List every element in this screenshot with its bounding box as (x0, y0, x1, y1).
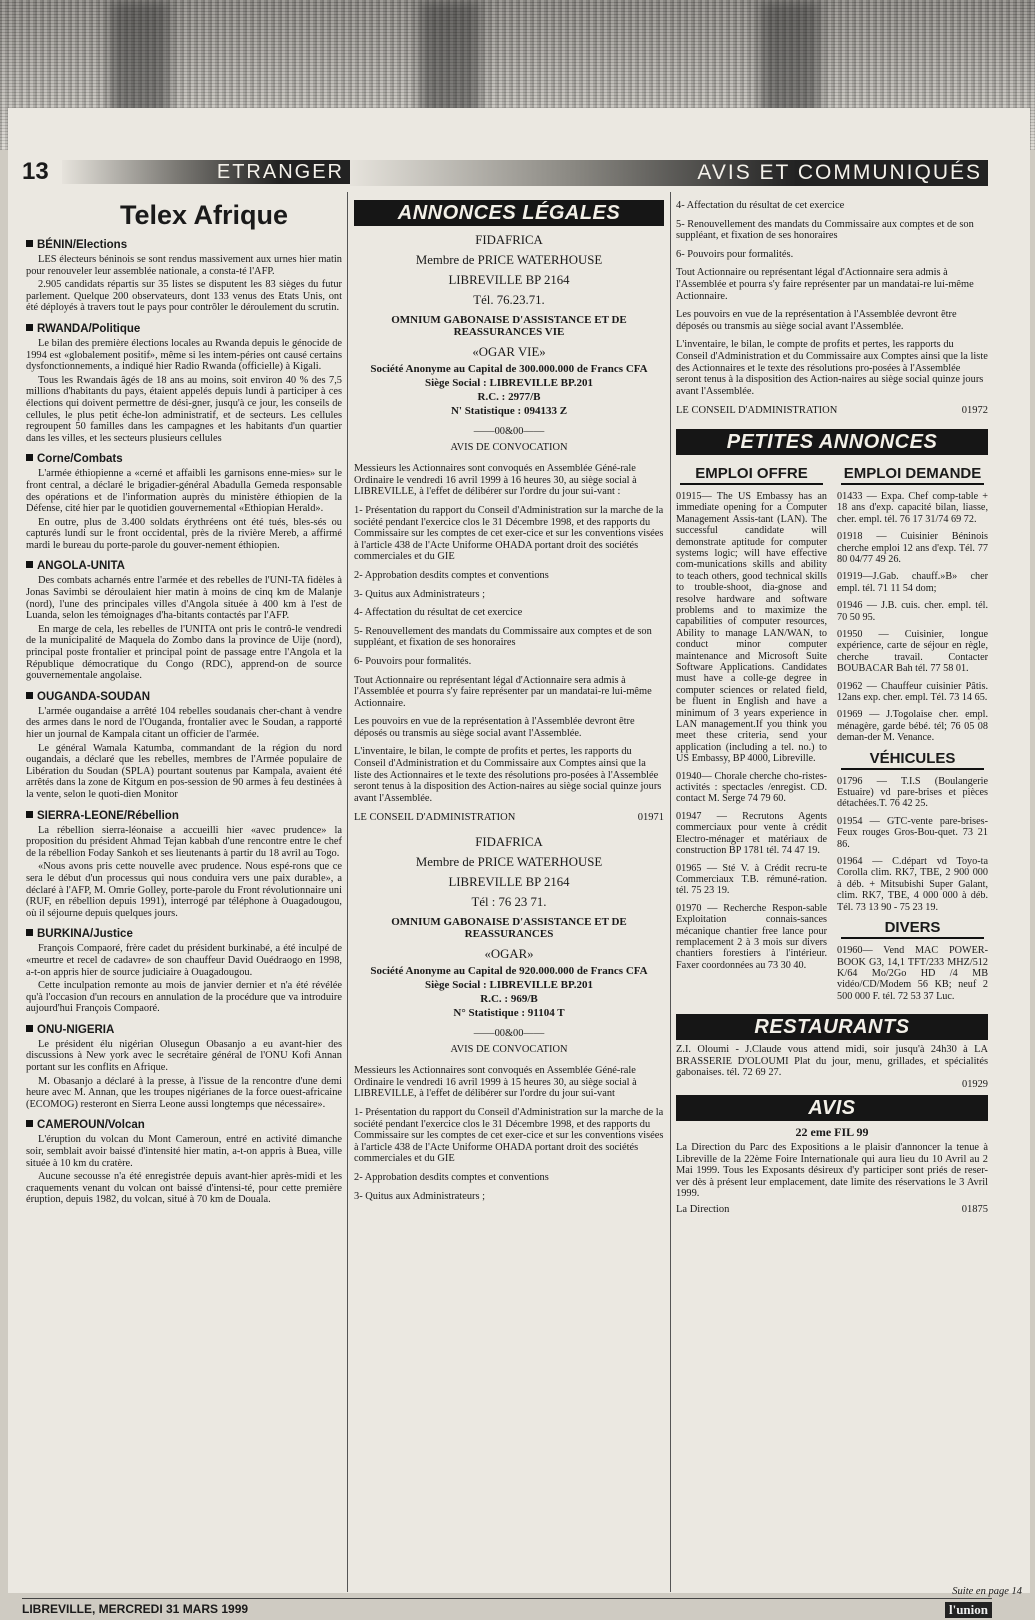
notice-company: OMNIUM GABONAISE D'ASSISTANCE ET DE REASSURANCES (391, 916, 627, 941)
notice-agenda-item: L'inventaire, le bilan, le compte de profits et pertes, les rapports du Conseil d'Administration et du Commissaire aux Comptes ainsi que la liste des Actionnaires et le texte des résolutions pro-posées à l'Assemblée seront tenus à la disposition des Action-naires au siège social quinze jours avant l'Assemblée. (354, 746, 662, 804)
notice-agenda-item: 2- Approbation desdits comptes et conventions (354, 569, 549, 581)
story-paragraph: «Nous avons pris cette nouvelle avec prudence. Nous espé-rons que ce sera le début d'un processus qui nous conduira vers une paix durable», a déclaré à l'AFP, M. Omrie Golley, porte-parole du Front révolutionnaire uni (RUF, en rébellion depuis 1991), interrogé par téléphone à Ouagadougou, où il séjourne depuis quelques jours. (26, 861, 342, 919)
footer-date: LIBREVILLE, MERCREDI 31 MARS 1999 (22, 1602, 249, 1616)
newspaper-logo: l'union (945, 1602, 992, 1618)
story-heading: CAMEROUN/Volcan (26, 1118, 342, 1132)
notice-agenda-item: 4- Affectation du résultat de cet exercice (354, 607, 523, 619)
section-title-left: ETRANGER (216, 161, 344, 183)
classified-ad: 01947 — Recrutons Agents commerciaux pour vente à crédit Electro-ménager et matériaux de construction BP 1781 tél. 74 47 19. (676, 810, 827, 857)
story-heading: BÉNIN/Elections (26, 238, 342, 252)
notice-capital: Société Anonyme au Capital de 300.000.000 de Francs CFA (370, 363, 648, 375)
avis-text: La Direction du Parc des Expositions a le plaisir d'annoncer la tenue à Libreville de la 22ème Foire Internationale qui aura lieu du 10 Avril au 2 Mai 1999. Tous les Exposants désireux d'y participer sont priés de reser-ver dès à présent leur emplacement, date limite des réservations le 3 Avril 1999. (676, 1142, 988, 1200)
continuation-item: 4- Affectation du résultat de cet exercice (676, 200, 845, 211)
notice-seat: Siège Social : LIBREVILLE BP.201 (425, 377, 593, 389)
continuation-item: Tout Actionnaire ou représentant légal d'Actionnaire sera admis à l'Assemblée et pourra s'y faire représenter par un mandatai-re lui-même Actionnaire. (676, 267, 974, 302)
story-heading: SIERRA-LEONE/Rébellion (26, 809, 342, 823)
continuation-item: 5- Renouvellement des mandats du Commissaire aux comptes et de son suppléant, et fixation de ses honoraires (676, 218, 974, 242)
avis-title: 22 eme FIL 99 (795, 1124, 869, 1139)
story-paragraph: 2.905 candidats répartis sur 35 listes se disputent les 83 sièges du futur parlement. Quelque 200 observateurs, dont 133 venus des Etats Unis, ont été déployés à travers tout le pays pour contrôler le déroulement du scrutin. (26, 279, 342, 314)
notice-ref: 01971 (637, 812, 664, 824)
restaurant-ref: 01929 (962, 1078, 988, 1090)
telex-column (26, 198, 342, 1208)
avis-column (676, 200, 988, 1218)
notice-agenda-item: 2- Approbation desdits comptes et conventions (354, 1171, 549, 1183)
story-paragraph: M. Obasanjo a déclaré à la presse, à l'issue de la rencontre d'une demi heure avec M. Annan, que les troupes nigérianes de la force ouest-africaine (ECOMOG) resteront en Sierra Leone aussi longtemps que nécessaire». (26, 1075, 342, 1110)
notice-avis-title: AVIS DE CONVOCATION (450, 441, 568, 453)
notice-signoff (354, 812, 664, 824)
story-paragraph: Cette inculpation remonte au mois de janvier dernier et n'a été révélée qu'à l'occasion d'un recours en annulation de la procédure que va introduire aujourd'hui François Compaoré. (26, 980, 342, 1015)
classified-ad: 01965 — Sté V. à Crédit recru-te Commerciaux T.B. rémuné-ration. tél. 75 23 19. (676, 862, 827, 897)
notice-address: LIBREVILLE BP 2164 (448, 875, 570, 890)
notice-firm: FIDAFRICA (475, 233, 543, 247)
notice-stat: N' Statistique : 094133 Z (450, 405, 568, 417)
notice-separator: ——00&00—— (473, 1028, 545, 1040)
notice-agenda-item: 1- Présentation du rapport du Conseil d'Administration sur la marche de la société pendant l'exercice clos le 31 Décembre 1998, et des rapports du Commissaire sur les comptes de cet exer-cice et sur les conventions visées à l'article 438 de l'Acte Uniforme OHADA portant droit des sociétés commerciales et du GIE (354, 504, 664, 563)
notice-stat: N° Statistique : 91104 T (453, 1007, 565, 1020)
story-paragraph: Aucune secousse n'a été enregistrée depuis avant-hier après-midi et les craquements venant du volcan ont baissé d'intensi-té, pour cette première éruption, depuis 1982, du volcan, situé à 70 km de Douala. (26, 1171, 342, 1206)
classified-ad: 01954 — GTC-vente pare-brises- Feux rouges Gros-Bou-quet. 73 21 86. (837, 815, 988, 850)
classified-ad: 01796 — T.I.S (Boulangerie Estuaire) vd pare-brises et pièces détachées.T. 76 42 25. (837, 775, 988, 810)
notice-signoff (676, 405, 988, 417)
section-bar-avis (350, 160, 988, 186)
classified-ad: 01919—J.Gab. chauff.»B» cher empl. tél. 71 11 54 dom; (837, 571, 988, 594)
notice-agenda-item: Tout Actionnaire ou représentant légal d'Actionnaire sera admis à l'Assemblée et pourra s'y faire représenter par un mandatai-re lui-même Actionnaire. (354, 674, 652, 709)
classified-ad: 01970 — Recherche Respon-sable Exploitation connais-sances mécanique chantier free lance pour remplacement 2 à 3 mois sur divers chantiers forestiers à l'intérieur. Faxer coordonnées au 73 30 40. (676, 902, 827, 971)
story-paragraph: En outre, plus de 3.400 soldats érythréens ont été tués, bles-sés ou capturés lundi sur le front occidental, près de la rivière Mereb, a affirmé mardi le bureau du porte-parole du gouver-nement éthiopien. (26, 516, 342, 551)
column-rule (670, 192, 671, 1592)
story-heading: ONU-NIGERIA (26, 1023, 342, 1037)
continuation-item: 6- Pouvoirs pour formalités. (676, 248, 794, 260)
annonces-legales-banner: ANNONCES LÉGALES (354, 200, 664, 226)
story-paragraph: Le président élu nigérian Olusegun Obasanjo a eu avant-hier des discussions à New york avec le secrétaire général de l'ONU Kofi Annan portant sur les conflits en Afrique. (26, 1038, 342, 1074)
notice-avis-title: AVIS DE CONVOCATION (450, 1043, 568, 1055)
page-footer (22, 1598, 992, 1620)
emploi-offre-column (676, 461, 827, 1008)
vehicules-list (837, 776, 988, 913)
notice-sign: LE CONSEIL D'ADMINISTRATION (354, 812, 516, 824)
notice-company: OMNIUM GABONAISE D'ASSISTANCE ET DE REASSURANCES VIE (391, 314, 627, 338)
newspaper-page (8, 108, 1030, 1617)
suite-en-page: Suite en page 14 (952, 1586, 1022, 1597)
signoff-ref: 01972 (961, 405, 988, 417)
story-paragraph: François Compaoré, frère cadet du président burkinabé, a été inculpé de «meurtre et recel de cadavre» de son chauffeur David Ouédraogo en 1998, a-t-on appris hier de source judiciaire à Ouagadougou. (26, 943, 342, 978)
classified-ad: 01940— Chorale cherche cho-ristes-activités : spectacles /enregist. CD. contact M. Serge 74 79 60. (676, 770, 827, 805)
classified-ad: 01964 — C.départ vd Toyo-ta Corolla clim. RK7, TBE, 2 900 000 à déb. + Mitsubishi Super Galant, clim. RK7, TBE, 4 000 000 à déb. Tél. 73 13 90 - 75 23 19. (837, 856, 988, 913)
story-heading: BURKINA/Justice (26, 927, 342, 941)
classified-ad: 01950 — Cuisinier, longue expérience, carte de séjour en règle, cherche travail. Contacter BOUBACAR Bah tél. 77 58 01. (837, 628, 988, 675)
classified-ad: 01969 — J.Togolaise cher. empl. ménagère, garde bébé. tél; 76 05 08 deman-der M. Venance. (837, 709, 988, 744)
column-rule (347, 192, 348, 1592)
avis-signoff (676, 1204, 988, 1216)
emploi-offre-title: EMPLOI OFFRE (680, 465, 823, 485)
notice-continuation (676, 200, 988, 397)
notice-short-name: «OGAR» (484, 947, 534, 962)
notice-agenda-item: 1- Présentation du rapport du Conseil d'Administration sur la marche de la société pendant l'exercice clos le 31 Décembre 1998, et des rapports du Commissaire sur les comptes de cet exer-cice et sur les conventions visées à l'article 438 de l'Acte Uniforme OHADA portant droit des sociétés commerciales et du GIE (354, 1107, 664, 1165)
restaurants-banner: RESTAURANTS (676, 1014, 988, 1040)
notice-firm: FIDAFRICA (475, 835, 543, 850)
notice-rc: R.C. : 969/B (480, 993, 538, 1006)
telex-title: Telex Afrique (119, 200, 289, 230)
story-paragraph: Tous les Rwandais âgés de 18 ans au moins, soit environ 40 % des 7,5 millions d'habitants du pays, étaient appelés depuis lundi à participer à ces élections qui doivent permettre de dési-gner, jusqu'à ce jour, les conseils de cellules, le plus petit éche-lon administratif, et de secteurs. Les cellules regroupent 50 familles dans les campagnes et les habitants d'un quartier dans les villes, et les secteurs plusieurs cellules (26, 374, 342, 444)
annonces-column (354, 200, 664, 1209)
vehicules-title: VÉHICULES (841, 750, 984, 770)
continuation-item: L'inventaire, le bilan, le compte de profits et pertes, les rapports du Conseil d'Administration et du Commissaire aux Comptes ainsi que la liste des Actionnaires et le texte des résolutions pro-posées à l'Assemblée seront tenus à la disposition des Action-naires au siège social quinze jours avant l'Assemblée. (676, 339, 988, 397)
emploi-demande-list (837, 491, 988, 744)
emploi-demande-title: EMPLOI DEMANDE (841, 465, 984, 485)
continuation-item: Les pouvoirs en vue de la représentation à l'Assemblée devront être déposés ou transmis au siège social avant l'Assemblée. (676, 309, 957, 332)
notice-tel: Tél. 76.23.71. (473, 293, 545, 307)
avis-ref: 01875 (961, 1204, 988, 1216)
story-heading: OUGANDA-SOUDAN (26, 690, 342, 704)
classified-ad: 01962 — Chauffeur cuisinier Pâtis. 12ans exp. cher. empl. Tél. 73 14 65. (837, 680, 988, 703)
notice-short-name: «OGAR VIE» (472, 345, 546, 359)
story-heading: RWANDA/Politique (26, 322, 342, 336)
story-paragraph: L'éruption du volcan du Mont Cameroun, entré en activité dimanche soir, semblait avoir baissé d'intensité hier matin, a-t-on appris à Buea, ville située à 10 km du cratère. (26, 1134, 342, 1169)
notice-agenda-item: Les pouvoirs en vue de la représentation à l'Assemblée devront être déposés ou transmis au siège social avant l'Assemblée. (354, 716, 635, 739)
classified-ad: 01946 — J.B. cuis. cher. empl. tél. 70 50 95. (837, 600, 988, 623)
petites-annonces-banner: PETITES ANNONCES (676, 429, 988, 455)
notice-member: Membre de PRICE WATERHOUSE (415, 253, 603, 267)
notice-seat: Siège Social : LIBREVILLE BP.201 (425, 979, 593, 992)
section-title-right: AVIS ET COMMUNIQUÉS (697, 161, 982, 184)
restaurant-ad (676, 1044, 988, 1090)
legal-notices (354, 230, 664, 1202)
classified-ad: 01915— The US Embassy has an immediate opening for a Computer Management Assis-tant (LAN). The successful candidate will demonstrate aptitude for computer systems logic; will have effective com-munications skills and ability to teach others, good technical skills to trouble-shoot, dia-gnose and resolve hardware and software problems and to maximize the capabilities of computer resources, Ability to manage LAN/WAN, to conduct minor computer maintenance and Microsoft Suite Software Applications. Candidates must have a colle-ge degree in computer sciences or related field, be fluent in English and have a minimum of 3 years experience in LAN management.If you think you meet these criteria, send your application (including a tel. no.) to US Embassy, BP 4000, Libreville. (676, 490, 827, 765)
story-paragraph: Des combats acharnés entre l'armée et des rebelles de l'UNI-TA fidèles à Jonas Savimbi se déroulaient hier matin à moins de cinq km de Malanje (nord), l'une des principales villes d'Angola située à 400 km à l'est de Luanda, selon les témoignages d'ha-bitants contactés par l'AFP. (26, 575, 342, 622)
notice-intro: Messieurs les Actionnaires sont convoqués en Assemblée Géné-rale Ordinaire le vendredi 16 avril 1999 à 16 heures 30, au siège social à LIBREVILLE, à l'effet de délibérer sur l'ordre du jour sui-vant : (354, 463, 637, 498)
divers-list (837, 945, 988, 1002)
story-paragraph: Le général Wamala Katumba, commandant de la région du nord ougandais, a déclaré que les rebelles, membres de l'Armée populaire de Libération du Soudan (SPLA) pourtant soutenus par Kampala, avaient été arrêtés dans la zone de Kitgum en pos-session de 90 armes à feu destinées à la vente, selon le quoti-dien Monitor (26, 742, 342, 800)
signoff-text: LE CONSEIL D'ADMINISTRATION (676, 405, 838, 417)
avis-sign: La Direction (676, 1204, 730, 1216)
story-paragraph: La rébellion sierra-léonaise a accueilli hier «avec prudence» la proposition du président Ahmad Tejan kabbah d'une rencontre entre le chef de la rébellion Foday Sankoh et ses lieutenants à partir du 18 avril au Togo. (26, 824, 342, 859)
notice-tel: Tél : 76 23 71. (471, 895, 547, 910)
classified-ad: 01960— Vend MAC POWER-BOOK G3, 14,1 TFT/233 MHZ/512 K/64 Mo/2Go HD /4 MB vidéo/CD/Modem 56 KB; neuf 2 500 000 F. tél. 72 53 37 Luc. (837, 945, 988, 1002)
story-heading: ANGOLA-UNITA (26, 559, 342, 573)
emploi-offre-list (676, 491, 827, 971)
story-paragraph: L'armée éthiopienne a «cerné et affaibli les garnisons enne-mies» sur le front central, a déclaré le brigadier-général Abadulla Gemeda responsable des opérations et de l'information auprès du ministère éthiopien de la Défense, cité hier par le quotidien gouvernemental «Ethiopian Herald». (26, 468, 342, 515)
notice-agenda-item: 3- Quitus aux Administrateurs ; (354, 1190, 486, 1202)
story-paragraph: Le bilan des première élections locales au Rwanda depuis le génocide de 1994 est «globalement positif», même si les intem-péries ont causé certains dysfonctionnements, a indiqué hier Radio Rwanda (officielle) à Kigali. (26, 337, 342, 373)
notice-capital: Société Anonyme au Capital de 920.000.000 de Francs CFA (370, 965, 648, 978)
header-left (22, 160, 342, 186)
notice-agenda-item: 3- Quitus aux Administrateurs ; (354, 588, 486, 600)
notice-agenda-item: 5- Renouvellement des mandats du Commissaire aux comptes et de son suppléant, et fixation de ses honoraires (354, 625, 652, 649)
story-paragraph: LES électeurs béninois se sont rendus massivement aux urnes hier matin pour renouveler leur assemblée nationale, a consta-té l'AFP. (26, 254, 342, 277)
notice-address: LIBREVILLE BP 2164 (448, 273, 570, 287)
notice-intro: Messieurs les Actionnaires sont convoqués en Assemblée Géné-rale Ordinaire le vendredi 16 avril 1999 à 15 heures 30, au siège social à LIBREVILLE, à l'effet de délibérer sur l'ordre du jour sui-vant (354, 1065, 637, 1100)
notice-agenda-item: 6- Pouvoirs pour formalités. (354, 655, 472, 667)
classifieds-grid (676, 461, 988, 1008)
restaurant-text: Z.I. Oloumi - J.Claude vous attend midi, soir jusqu'à 24h30 à LA BRASSERIE D'OLOUMI Plat du jour, menu, grillades, et spécialités gabonaises. tél. 72 69 27. (676, 1044, 988, 1079)
section-bar-etranger (62, 160, 352, 184)
telex-stories (26, 238, 342, 1206)
notice-separator: ——00&00—— (473, 426, 545, 437)
avis-banner: AVIS (676, 1095, 988, 1121)
story-heading: Corne/Combats (26, 452, 342, 466)
story-paragraph: En marge de cela, les rebelles de l'UNITA ont pris le contrô-le vendredi de la municipalité de Maquela do Zombo dans la province de Uije (nord), principal poste frontalier et principal point de passage entre l'Angola et la République démocratique du Congo (RDC), apprend-on de source gouvernementale angolaise. (26, 623, 342, 682)
classified-ad: 01433 — Expa. Chef comp-table + 18 ans d'exp. capacité bilan, liasse, cher. empl. tél. 76 17 31/74 69 72. (837, 490, 988, 525)
emploi-demande-column (837, 461, 988, 1008)
classified-ad: 01918 — Cuisinier Béninois cherche emploi 12 ans d'exp. Tél. 77 80 04/77 49 26. (837, 531, 988, 565)
page-number: 13 (22, 158, 49, 185)
notice-member: Membre de PRICE WATERHOUSE (415, 855, 603, 870)
notice-rc: R.C. : 2977/B (477, 391, 541, 403)
divers-title: DIVERS (841, 919, 984, 939)
story-paragraph: L'armée ougandaise a arrêté 104 rebelles soudanais cher-chant à vendre des armes dans le nord de l'Ouganda, frontalier avec le Soudan, a rapporté hier un journal de Kampala citant un officier de l'armée. (26, 705, 342, 740)
